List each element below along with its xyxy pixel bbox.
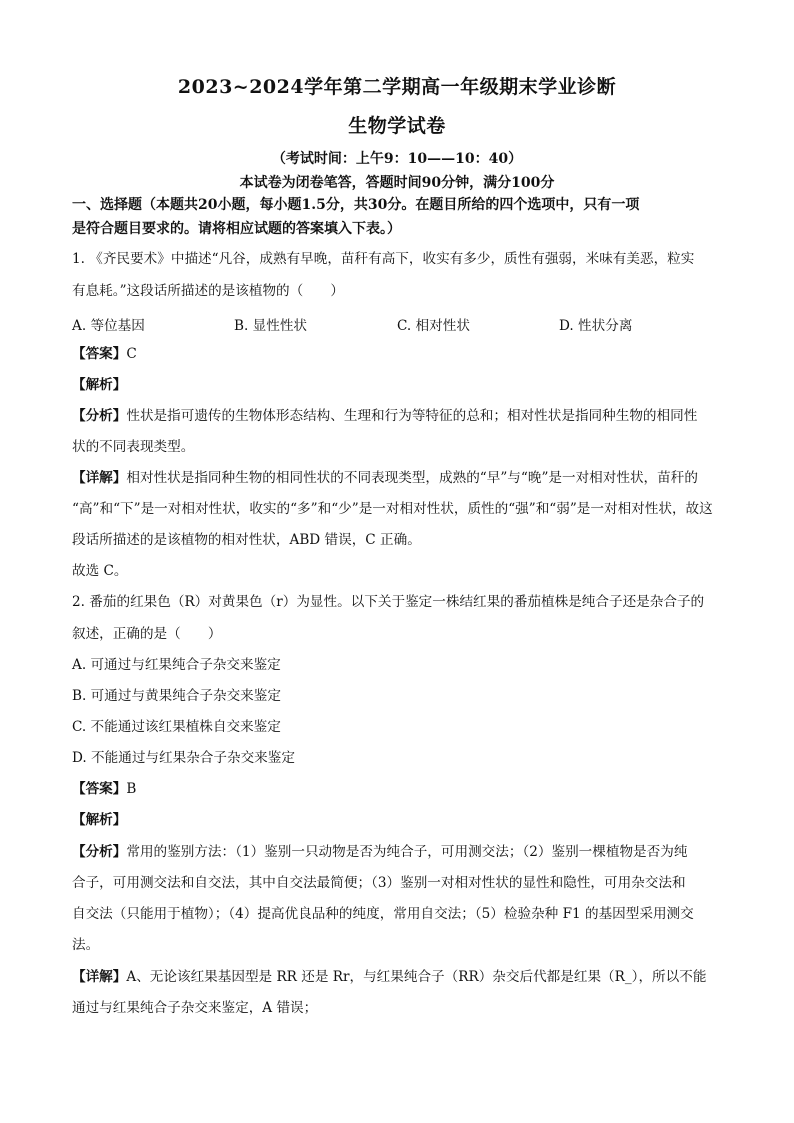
q1-xiangjie-line2: “高”和“下”是一对相对性状，收实的“多”和“少”是一对相对性状，质性的“强”和“弱”是一对相对性状，故这: [72, 501, 713, 517]
q2-option-c: C. 不能通过该红果植株自交来鉴定: [72, 719, 281, 735]
q1-answer: [72, 345, 724, 363]
q2-fenxi-line1: [72, 843, 724, 861]
exam-subtitle: 生物学试卷: [348, 115, 446, 137]
q1-stem-line1: 1. 《齐民要术》中描述“凡谷，成熟有早晚，苗秆有高下，收实有多少，质性有强弱，米味有美恶，粒实: [72, 251, 695, 267]
fenxi-text: 常用的鉴别方法：（1）鉴别一只动物是否为纯合子，可用测交法；（2）鉴别一棵植物是否为纯: [126, 844, 688, 860]
fenxi-text: 性状是指可遗传的生物体形态结构、生理和行为等特征的总和；相对性状是指同种生物的相同性: [126, 408, 698, 424]
q1-option-c: C. 相对性状: [397, 318, 470, 334]
q1-option-a: A. 等位基因: [72, 318, 145, 334]
fenxi-tag: 【分析】: [72, 844, 127, 860]
q1-option-d: D. 性状分离: [559, 318, 633, 334]
q1-fenxi-line1: [72, 407, 724, 425]
q1-stem-line2: 有息耗。”这段话所描述的是该植物的（ ）: [72, 283, 345, 299]
xiangjie-text: 相对性状是指同种生物的相同性状的不同表现类型，成熟的“早”与“晚”是一对相对性状，苗秆的: [126, 470, 698, 486]
answer-tag: 【答案】: [72, 781, 127, 797]
q2-answer: [72, 780, 724, 798]
answer-value: B: [126, 781, 137, 797]
q2-analysis-tag: 【解析】: [72, 812, 127, 828]
fenxi-tag: 【分析】: [72, 408, 127, 424]
answer-tag: 【答案】: [72, 346, 127, 362]
q1-conclusion: 故选 C。: [72, 563, 128, 579]
exam-time: （考试时间：上午9：10——10：40）: [271, 151, 523, 167]
q2-xiangjie-line2: 通过与红果纯合子杂交来鉴定，A 错误；: [72, 1000, 318, 1016]
q1-xiangjie-line1: [72, 469, 724, 487]
q2-option-d: D. 不能通过与红果杂合子杂交来鉴定: [72, 750, 295, 766]
exam-title: 2023~2024学年第二学期高一年级期末学业诊断: [177, 76, 617, 98]
answer-value: C: [126, 346, 137, 362]
xiangjie-tag: 【详解】: [72, 470, 127, 486]
q2-stem-line1: 2. 番茄的红果色（R）对黄果色（r）为显性。以下关于鉴定一株结红果的番茄植株是纯合子还是杂合子的: [72, 594, 705, 610]
exam-instructions: 本试卷为闭卷笔答，答题时间90分钟，满分100分: [239, 175, 555, 191]
q2-fenxi-line2: 合子，可用测交法和自交法，其中自交法最简便；（3）鉴别一对相对性状的显性和隐性，可用杂交法和: [72, 875, 686, 891]
q1-fenxi-line2: 状的不同表现类型。: [72, 439, 195, 455]
q2-xiangjie-line1: [72, 968, 724, 986]
q2-option-b: B. 可通过与黄果纯合子杂交来鉴定: [72, 688, 281, 704]
q2-fenxi-line4: 法。: [72, 937, 100, 953]
q1-xiangjie-line3: 段话所描述的是该植物的相对性状，ABD 错误，C 正确。: [72, 532, 421, 548]
q2-stem-line2: 叙述，正确的是（ ）: [72, 626, 222, 642]
xiangjie-tag: 【详解】: [72, 969, 127, 985]
section-heading-line1: 一、选择题（本题共20小题，每小题1.5分，共30分。在题目所给的四个选项中，只有一项: [72, 197, 640, 213]
q2-fenxi-line3: 自交法（只能用于植物）；（4）提高优良品种的纯度，常用自交法；（5）检验杂种 F1 的基因型采用测交: [72, 906, 694, 922]
q1-analysis-tag: 【解析】: [72, 377, 127, 393]
q2-option-a: A. 可通过与红果纯合子杂交来鉴定: [72, 657, 281, 673]
section-heading-line2: 是符合题目要求的。请将相应试题的答案填入下表。）: [72, 221, 401, 237]
q1-option-b: B. 显性性状: [234, 318, 308, 334]
xiangjie-text: A、无论该红果基因型是 RR 还是 Rr，与红果纯合子（RR）杂交后代都是红果（R_），所以不能: [126, 969, 707, 985]
